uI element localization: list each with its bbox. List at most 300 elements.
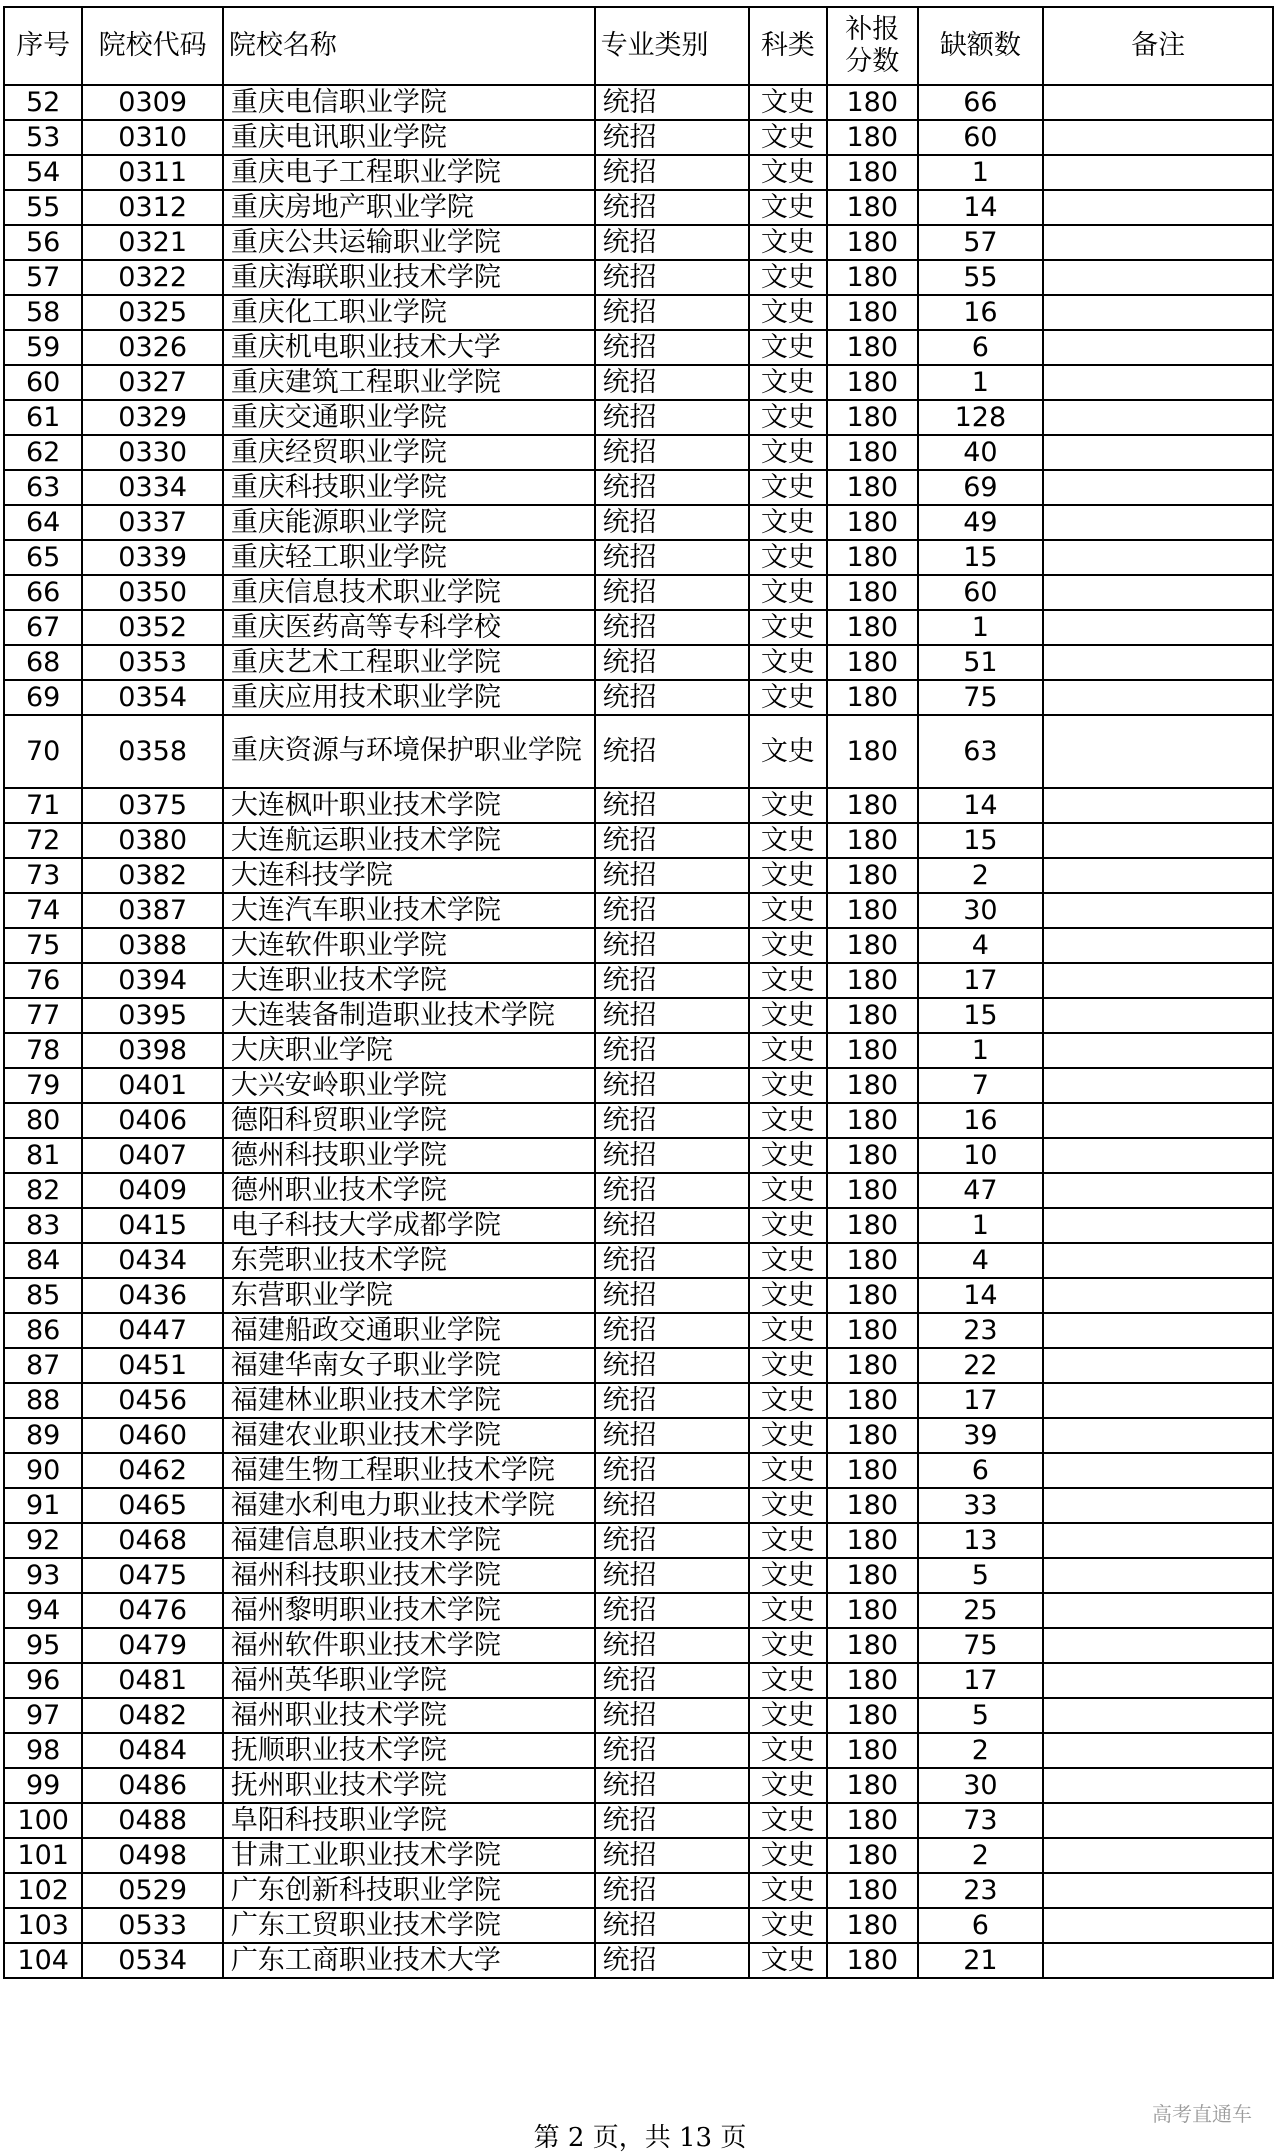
cell-vacancy: 21 [918,1943,1044,1978]
cell-score: 180 [827,365,918,400]
cell-score: 180 [827,1663,918,1698]
cell-subject: 文史 [749,1033,827,1068]
cell-seq: 77 [4,998,82,1033]
cell-subject: 文史 [749,365,827,400]
cell-school-name: 福州软件职业技术学院 [223,1628,595,1663]
cell-code: 0388 [82,928,223,963]
cell-major-type: 统招 [595,1908,749,1943]
cell-note [1043,330,1273,365]
cell-score: 180 [827,400,918,435]
cell-note [1043,645,1273,680]
cell-major-type: 统招 [595,1593,749,1628]
cell-note [1043,120,1273,155]
cell-vacancy: 30 [918,1768,1044,1803]
cell-seq: 85 [4,1278,82,1313]
cell-code: 0468 [82,1523,223,1558]
cell-subject: 文史 [749,1838,827,1873]
cell-note [1043,85,1273,120]
cell-seq: 90 [4,1453,82,1488]
cell-subject: 文史 [749,893,827,928]
cell-vacancy: 1 [918,610,1044,645]
cell-vacancy: 2 [918,1838,1044,1873]
cell-vacancy: 25 [918,1593,1044,1628]
cell-subject: 文史 [749,1873,827,1908]
cell-major-type: 统招 [595,1873,749,1908]
cell-vacancy: 10 [918,1138,1044,1173]
cell-code: 0479 [82,1628,223,1663]
cell-subject: 文史 [749,1558,827,1593]
table-row [4,998,1273,1033]
cell-code: 0334 [82,470,223,505]
cell-seq: 52 [4,85,82,120]
cell-major-type: 统招 [595,680,749,715]
cell-seq: 66 [4,575,82,610]
header-row [4,7,1273,85]
cell-code: 0330 [82,435,223,470]
cell-school-name: 大连职业技术学院 [223,963,595,998]
cell-major-type: 统招 [595,823,749,858]
cell-note [1043,1803,1273,1838]
cell-seq: 62 [4,435,82,470]
cell-subject: 文史 [749,610,827,645]
cell-note [1043,1383,1273,1418]
cell-code: 0451 [82,1348,223,1383]
cell-major-type: 统招 [595,1383,749,1418]
cell-score: 180 [827,1698,918,1733]
cell-major-type: 统招 [595,1838,749,1873]
cell-vacancy: 33 [918,1488,1044,1523]
cell-score: 180 [827,893,918,928]
cell-note [1043,400,1273,435]
cell-major-type: 统招 [595,1068,749,1103]
cell-vacancy: 5 [918,1558,1044,1593]
cell-subject: 文史 [749,1418,827,1453]
cell-note [1043,1943,1273,1978]
cell-major-type: 统招 [595,540,749,575]
cell-subject: 文史 [749,1488,827,1523]
cell-note [1043,190,1273,225]
table-row [4,1313,1273,1348]
cell-school-name: 重庆电子工程职业学院 [223,155,595,190]
cell-code: 0325 [82,295,223,330]
cell-score: 180 [827,1558,918,1593]
cell-code: 0321 [82,225,223,260]
cell-seq: 53 [4,120,82,155]
cell-note [1043,1173,1273,1208]
cell-subject: 文史 [749,400,827,435]
cell-score: 180 [827,1138,918,1173]
cell-score: 180 [827,1068,918,1103]
cell-subject: 文史 [749,680,827,715]
header-subject: 科类 [749,7,827,85]
cell-code: 0352 [82,610,223,645]
table-row [4,1453,1273,1488]
cell-seq: 59 [4,330,82,365]
cell-school-name: 福建信息职业技术学院 [223,1523,595,1558]
cell-school-name: 重庆电信职业学院 [223,85,595,120]
table-row [4,1663,1273,1698]
table-row [4,1698,1273,1733]
cell-school-name: 福建林业职业技术学院 [223,1383,595,1418]
cell-subject: 文史 [749,1523,827,1558]
cell-seq: 63 [4,470,82,505]
cell-score: 180 [827,1173,918,1208]
cell-subject: 文史 [749,1453,827,1488]
cell-school-name: 重庆公共运输职业学院 [223,225,595,260]
cell-seq: 86 [4,1313,82,1348]
cell-code: 0309 [82,85,223,120]
cell-school-name: 重庆能源职业学院 [223,505,595,540]
cell-seq: 75 [4,928,82,963]
cell-vacancy: 6 [918,1453,1044,1488]
cell-vacancy: 2 [918,858,1044,893]
cell-seq: 95 [4,1628,82,1663]
cell-note [1043,788,1273,823]
cell-major-type: 统招 [595,998,749,1033]
cell-vacancy: 4 [918,1243,1044,1278]
cell-score: 180 [827,85,918,120]
cell-subject: 文史 [749,575,827,610]
cell-code: 0382 [82,858,223,893]
cell-score: 180 [827,1838,918,1873]
cell-subject: 文史 [749,1383,827,1418]
cell-vacancy: 75 [918,1628,1044,1663]
cell-note [1043,260,1273,295]
header-score-line1: 补报 [845,13,900,45]
cell-note [1043,610,1273,645]
cell-score: 180 [827,823,918,858]
header-vacancy: 缺额数 [918,7,1044,85]
cell-note [1043,1908,1273,1943]
cell-subject: 文史 [749,1663,827,1698]
cell-major-type: 统招 [595,330,749,365]
table-row [4,680,1273,715]
cell-code: 0533 [82,1908,223,1943]
cell-seq: 56 [4,225,82,260]
cell-major-type: 统招 [595,1033,749,1068]
cell-note [1043,1208,1273,1243]
table-row [4,1873,1273,1908]
table-row [4,295,1273,330]
cell-code: 0529 [82,1873,223,1908]
cell-note [1043,1873,1273,1908]
cell-seq: 92 [4,1523,82,1558]
cell-subject: 文史 [749,470,827,505]
cell-school-name: 福建华南女子职业学院 [223,1348,595,1383]
cell-seq: 98 [4,1733,82,1768]
cell-score: 180 [827,575,918,610]
cell-seq: 103 [4,1908,82,1943]
table-row [4,788,1273,823]
cell-major-type: 统招 [595,1278,749,1313]
cell-major-type: 统招 [595,1418,749,1453]
cell-major-type: 统招 [595,435,749,470]
header-school-name: 院校名称 [223,7,595,85]
cell-score: 180 [827,1733,918,1768]
table-row [4,1943,1273,1978]
cell-note [1043,1838,1273,1873]
cell-seq: 54 [4,155,82,190]
cell-note [1043,470,1273,505]
table-row [4,1033,1273,1068]
cell-major-type: 统招 [595,1733,749,1768]
cell-subject: 文史 [749,330,827,365]
cell-major-type: 统招 [595,365,749,400]
cell-school-name: 福建农业职业技术学院 [223,1418,595,1453]
cell-code: 0394 [82,963,223,998]
header-code: 院校代码 [82,7,223,85]
cell-school-name: 重庆艺术工程职业学院 [223,645,595,680]
cell-seq: 69 [4,680,82,715]
cell-vacancy: 128 [918,400,1044,435]
cell-major-type: 统招 [595,85,749,120]
cell-school-name: 福建生物工程职业技术学院 [223,1453,595,1488]
cell-major-type: 统招 [595,610,749,645]
cell-vacancy: 16 [918,295,1044,330]
cell-school-name: 大连航运职业技术学院 [223,823,595,858]
cell-seq: 94 [4,1593,82,1628]
cell-school-name: 广东创新科技职业学院 [223,1873,595,1908]
cell-major-type: 统招 [595,1698,749,1733]
cell-note [1043,1733,1273,1768]
cell-code: 0456 [82,1383,223,1418]
cell-vacancy: 7 [918,1068,1044,1103]
cell-note [1043,1243,1273,1278]
table-row [4,928,1273,963]
cell-code: 0476 [82,1593,223,1628]
cell-note [1043,680,1273,715]
table-row [4,1173,1273,1208]
cell-vacancy: 73 [918,1803,1044,1838]
cell-code: 0482 [82,1698,223,1733]
cell-note [1043,1558,1273,1593]
cell-major-type: 统招 [595,190,749,225]
cell-subject: 文史 [749,1908,827,1943]
cell-score: 180 [827,1943,918,1978]
cell-major-type: 统招 [595,1313,749,1348]
cell-seq: 70 [4,715,82,788]
cell-note [1043,1103,1273,1138]
cell-school-name: 重庆化工职业学院 [223,295,595,330]
cell-school-name: 德州职业技术学院 [223,1173,595,1208]
cell-code: 0322 [82,260,223,295]
cell-vacancy: 15 [918,998,1044,1033]
cell-major-type: 统招 [595,1208,749,1243]
cell-score: 180 [827,998,918,1033]
cell-school-name: 重庆信息技术职业学院 [223,575,595,610]
cell-school-name: 福州英华职业学院 [223,1663,595,1698]
cell-seq: 87 [4,1348,82,1383]
cell-vacancy: 40 [918,435,1044,470]
cell-seq: 102 [4,1873,82,1908]
cell-subject: 文史 [749,1698,827,1733]
cell-vacancy: 63 [918,715,1044,788]
cell-school-name: 大连汽车职业技术学院 [223,893,595,928]
cell-code: 0406 [82,1103,223,1138]
cell-code: 0398 [82,1033,223,1068]
cell-note [1043,893,1273,928]
cell-subject: 文史 [749,858,827,893]
cell-seq: 72 [4,823,82,858]
cell-major-type: 统招 [595,1453,749,1488]
table-row [4,1138,1273,1173]
cell-code: 0353 [82,645,223,680]
cell-vacancy: 6 [918,1908,1044,1943]
table-body [4,85,1273,1978]
cell-subject: 文史 [749,715,827,788]
cell-score: 180 [827,1488,918,1523]
cell-school-name: 重庆房地产职业学院 [223,190,595,225]
cell-code: 0465 [82,1488,223,1523]
cell-major-type: 统招 [595,1243,749,1278]
cell-code: 0498 [82,1838,223,1873]
page-number: 第 2 页，共 13 页 [533,2123,747,2153]
cell-subject: 文史 [749,1068,827,1103]
cell-seq: 79 [4,1068,82,1103]
table-row [4,1523,1273,1558]
cell-score: 180 [827,330,918,365]
cell-score: 180 [827,1348,918,1383]
cell-code: 0484 [82,1733,223,1768]
cell-code: 0460 [82,1418,223,1453]
cell-code: 0481 [82,1663,223,1698]
cell-seq: 61 [4,400,82,435]
cell-school-name: 阜阳科技职业学院 [223,1803,595,1838]
cell-school-name: 抚州职业技术学院 [223,1768,595,1803]
cell-code: 0401 [82,1068,223,1103]
cell-score: 180 [827,858,918,893]
cell-major-type: 统招 [595,715,749,788]
cell-score: 180 [827,1313,918,1348]
cell-score: 180 [827,1033,918,1068]
cell-major-type: 统招 [595,155,749,190]
table-row [4,575,1273,610]
cell-code: 0407 [82,1138,223,1173]
cell-vacancy: 39 [918,1418,1044,1453]
cell-score: 180 [827,1208,918,1243]
cell-code: 0462 [82,1453,223,1488]
cell-subject: 文史 [749,1103,827,1138]
cell-vacancy: 47 [918,1173,1044,1208]
cell-code: 0310 [82,120,223,155]
cell-score: 180 [827,1768,918,1803]
cell-seq: 104 [4,1943,82,1978]
cell-code: 0409 [82,1173,223,1208]
cell-code: 0395 [82,998,223,1033]
cell-score: 180 [827,435,918,470]
table-row [4,610,1273,645]
cell-seq: 78 [4,1033,82,1068]
cell-subject: 文史 [749,155,827,190]
cell-school-name: 重庆科技职业学院 [223,470,595,505]
table-row [4,155,1273,190]
cell-note [1043,1593,1273,1628]
table-row [4,715,1273,788]
cell-vacancy: 15 [918,540,1044,575]
cell-school-name: 德阳科贸职业学院 [223,1103,595,1138]
cell-major-type: 统招 [595,1348,749,1383]
cell-code: 0415 [82,1208,223,1243]
cell-score: 180 [827,190,918,225]
cell-score: 180 [827,715,918,788]
cell-school-name: 东营职业学院 [223,1278,595,1313]
cell-major-type: 统招 [595,120,749,155]
cell-code: 0311 [82,155,223,190]
cell-score: 180 [827,1418,918,1453]
cell-note [1043,1068,1273,1103]
cell-code: 0534 [82,1943,223,1978]
cell-major-type: 统招 [595,1768,749,1803]
table-row [4,400,1273,435]
cell-seq: 73 [4,858,82,893]
cell-major-type: 统招 [595,1173,749,1208]
table-row [4,1558,1273,1593]
cell-note [1043,998,1273,1033]
table-row [4,1908,1273,1943]
cell-vacancy: 14 [918,190,1044,225]
table-row [4,505,1273,540]
cell-major-type: 统招 [595,893,749,928]
cell-vacancy: 1 [918,365,1044,400]
cell-score: 180 [827,1383,918,1418]
cell-vacancy: 1 [918,155,1044,190]
cell-major-type: 统招 [595,1523,749,1558]
cell-score: 180 [827,470,918,505]
table-row [4,1488,1273,1523]
cell-score: 180 [827,1523,918,1558]
cell-note [1043,1313,1273,1348]
cell-score: 180 [827,1453,918,1488]
cell-score: 180 [827,155,918,190]
cell-vacancy: 6 [918,330,1044,365]
cell-major-type: 统招 [595,928,749,963]
cell-subject: 文史 [749,1348,827,1383]
cell-vacancy: 5 [918,1698,1044,1733]
cell-school-name: 重庆交通职业学院 [223,400,595,435]
cell-seq: 74 [4,893,82,928]
table-row [4,330,1273,365]
table-row [4,1068,1273,1103]
header-score-line2: 分数 [845,46,900,77]
table-row [4,260,1273,295]
cell-seq: 67 [4,610,82,645]
cell-seq: 71 [4,788,82,823]
cell-code: 0358 [82,715,223,788]
cell-subject: 文史 [749,435,827,470]
cell-note [1043,540,1273,575]
cell-major-type: 统招 [595,505,749,540]
cell-school-name: 福建船政交通职业学院 [223,1313,595,1348]
cell-major-type: 统招 [595,1663,749,1698]
cell-code: 0380 [82,823,223,858]
cell-vacancy: 75 [918,680,1044,715]
table-row [4,190,1273,225]
table-row [4,1103,1273,1138]
cell-subject: 文史 [749,1278,827,1313]
cell-school-name: 东莞职业技术学院 [223,1243,595,1278]
cell-vacancy: 4 [918,928,1044,963]
cell-vacancy: 13 [918,1523,1044,1558]
cell-note [1043,295,1273,330]
cell-score: 180 [827,1278,918,1313]
cell-score: 180 [827,1628,918,1663]
cell-score: 180 [827,295,918,330]
cell-score: 180 [827,1803,918,1838]
cell-school-name: 大兴安岭职业学院 [223,1068,595,1103]
cell-code: 0337 [82,505,223,540]
cell-school-name: 重庆建筑工程职业学院 [223,365,595,400]
table-row [4,1208,1273,1243]
